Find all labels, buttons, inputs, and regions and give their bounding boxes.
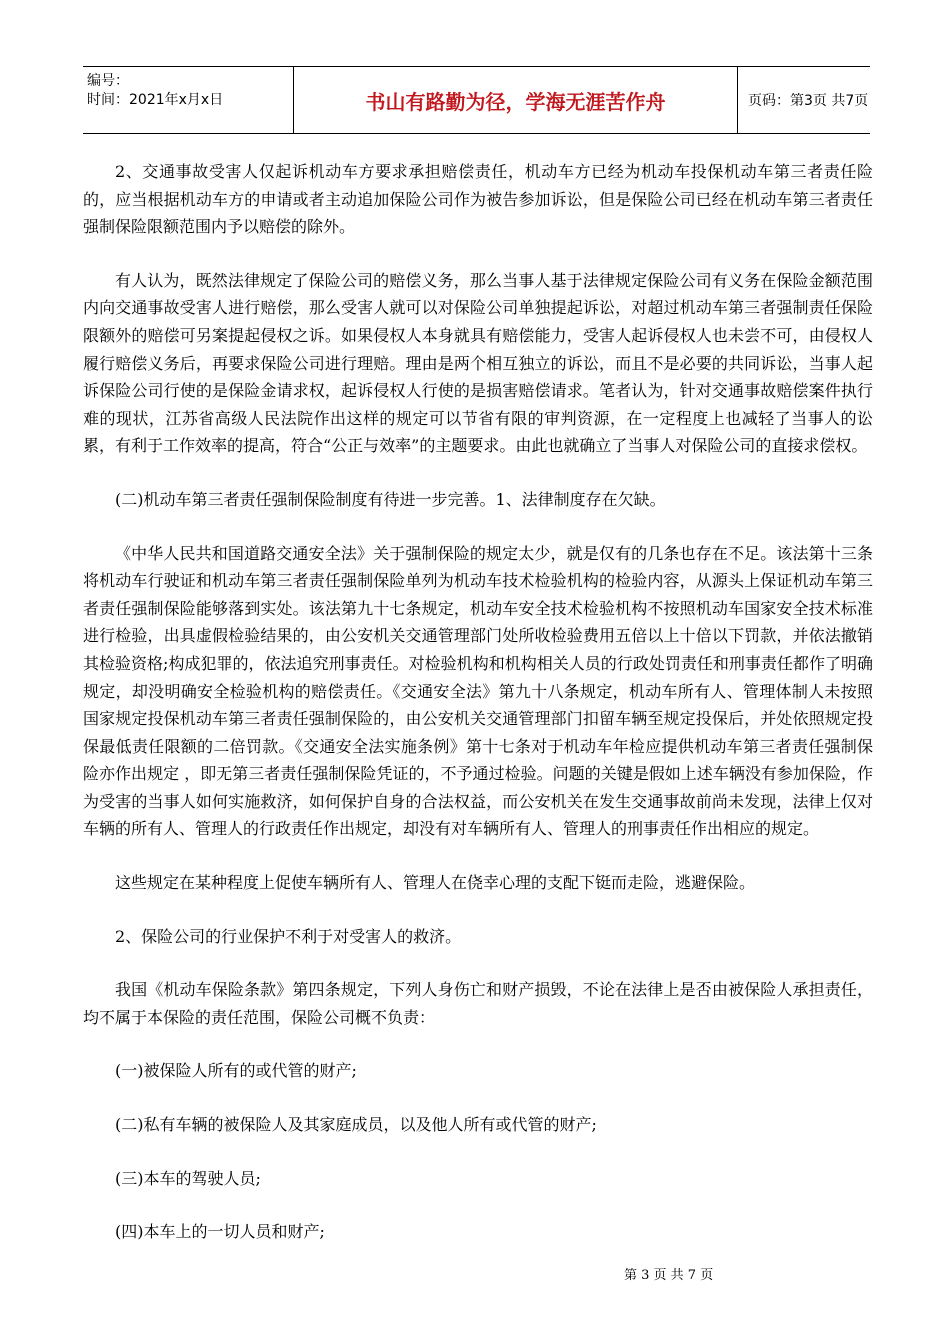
paragraph: 《中华人民共和国道路交通安全法》关于强制保险的规定太少，就是仅有的几条也存在不足。该法第十三条将机动车行驶证和机动车第三者责任强制保险单列为机动车技术检验机构的检验内容，从源头上保证机动车第三者责任强制保险能够落到实处。该法第九十七条规定，机动车安全技术检验机构不按照机动车国家安全技术标准进行检验，出具虚假检验结果的，由公安机关交通管理部门处所收检验费用五倍以上十倍以下罚款，并依法撤销其检验资格;构成犯罪的，依法追究刑事责任。对检验机构和机构相关人员的行政处罚责任和刑事责任都作了明确规定，却没明确安全检验机构的赔偿责任。《交通安全法》第九十八条规定，机动车所有人、管理体制人未按照国家规定投保机动车第三者责任强制保险的，由公安机关交通管理部门扣留车辆至规定投保后，并处依照规定投保最低责任限额的二倍罚款。《交通安全法实施条例》第十七条对于机动车年检应提供机动车第三者责任强制保险亦作出规定 ，即无第三者责任强制保险凭证的，不予通过检验。问题的关键是假如上述车辆没有参加保险，作为受害的当事人如何实施救济，如何保护自身的合法权益，而公安机关在发生交通事故前尚未发现，法律上仅对车辆的所有人、管理人的行政责任作出规定，却没有对车辆所有人、管理人的刑事责任作出相应的规定。 <box>83 543 873 839</box>
paragraph: 有人认为，既然法律规定了保险公司的赔偿义务，那么当事人基于法律规定保险公司有义务在保险金额范围内向交通事故受害人进行赔偿，那么受害人就可以对保险公司单独提起诉讼，对超过机动车第三者强制责任保险限额外的赔偿可另案提起侵权之诉。如果侵权人本身就具有赔偿能力，受害人起诉侵权人也未尝不可，由侵权人履行赔偿义务后，再要求保险公司进行理赔。理由是两个相互独立的诉讼，而且不是必要的共同诉讼，当事人起诉保险公司行使的是保险金请求权，起诉侵权人行使的是损害赔偿请求。笔者认为，针对交通事故赔偿案件执行难的现状，江苏省高级人民法院作出这样的规定可以节省有限的审判资源，在一定程度上也减轻了当事人的讼累，有利于工作效率的提高，符合“公正与效率”的主题要求。由此也就确立了当事人对保险公司的直接求偿权。 <box>83 270 873 456</box>
page-footer: 第 3 页 共 7 页 <box>624 1268 714 1283</box>
list-item: (二)私有车辆的被保险人及其家庭成员，以及他人所有或代管的财产; <box>115 1115 597 1135</box>
paragraph: 2、交通事故受害人仅起诉机动车方要求承担赔偿责任，机动车方已经为机动车投保机动车第三者责任险的，应当根据机动车方的申请或者主动追加保险公司作为被告参加诉讼，但是保险公司已经在机动车第三者责任强制保险限额范围内予以赔偿的除外。 <box>83 162 873 237</box>
header-meta <box>87 72 287 110</box>
document-body <box>83 158 873 1272</box>
paragraph: (二)机动车第三者责任强制保险制度有待进一步完善。1、法律制度存在欠缺。 <box>115 489 666 509</box>
list-item: (三)本车的驾驶人员; <box>115 1168 261 1188</box>
paragraph: 这些规定在某种程度上促使车辆所有人、管理人在侥幸心理的支配下铤而走险，逃避保险。 <box>115 873 756 893</box>
paragraph: 2、保险公司的行业保护不利于对受害人的救济。 <box>115 926 462 946</box>
document-time-label: 时间：2021年x月x日 <box>87 92 224 108</box>
list-item: (四)本车上的一切人员和财产; <box>115 1222 325 1242</box>
list-item: (一)被保险人所有的或代管的财产; <box>115 1061 357 1081</box>
page-header <box>83 66 870 134</box>
paragraph: 我国《机动车保险条款》第四条规定，下列人身伤亡和财产损毁，不论在法律上是否由被保险人承担责任，均不属于本保险的责任范围，保险公司概不负责： <box>83 980 873 1027</box>
header-motto: 书山有路勤为径，学海无涯苦作舟 <box>293 67 738 133</box>
document-number-label: 编号： <box>87 73 129 89</box>
header-page-info: 页码：第3页 共7页 <box>748 93 869 109</box>
